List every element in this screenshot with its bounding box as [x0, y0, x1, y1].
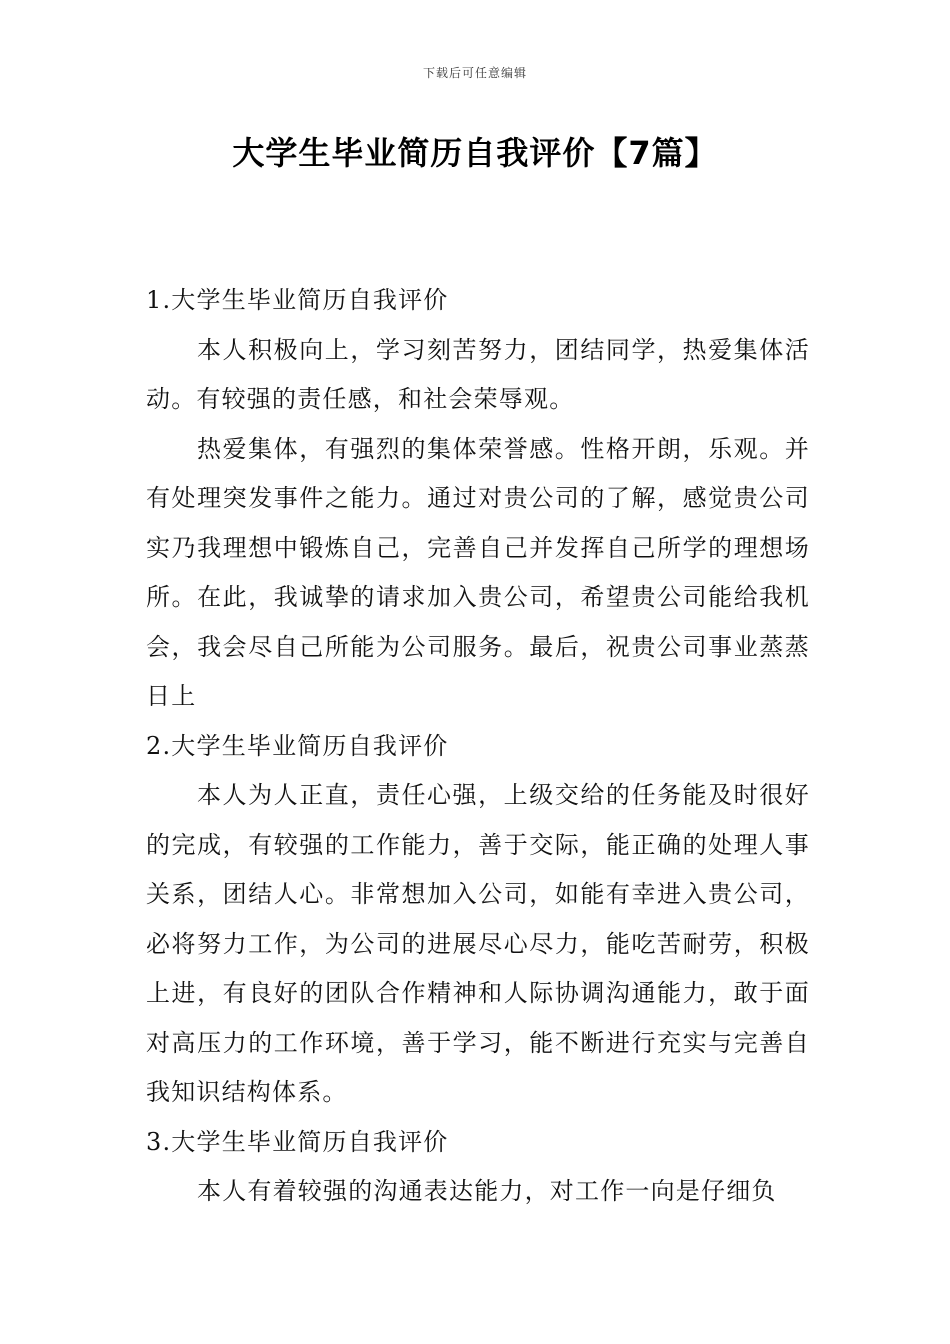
paragraph: 本人为人正直，责任心强，上级交给的任务能及时很好的完成，有较强的工作能力，善于交际，能正确的处理人事关系，团结人心。非常想加入公司，如能有幸进入贵公司，必将努力工作，为公司的进展尽心尽力，能吃苦耐劳，积极上进，有良好的团队合作精神和人际协调沟通能力，敢于面对高压力的工作环境，善于学习，能不断进行充实与完善自我知识结构体系。: [146, 781, 810, 1106]
paragraph: 本人有着较强的沟通表达能力，对工作一向是仔细负: [197, 1177, 777, 1205]
document-body: [146, 276, 810, 1217]
header-note: 下载后可任意编辑: [422, 66, 527, 80]
section-2: [146, 722, 810, 1118]
document-title: 大学生毕业简历自我评价【7篇】: [232, 134, 718, 172]
section-3: [146, 1118, 810, 1217]
section-heading: 2.大学生毕业简历自我评价: [146, 731, 449, 760]
section-heading: 1.大学生毕业简历自我评价: [146, 286, 449, 314]
paragraph: 热爱集体，有强烈的集体荣誉感。性格开朗，乐观。并有处理突发事件之能力。通过对贵公司的了解，感觉贵公司实乃我理想中锻炼自己，完善自己并发挥自己所学的理想场所。在此，我诚挚的请求加入贵公司，希望贵公司能给我机会，我会尽自己所能为公司服务。最后，祝贵公司事业蒸蒸日上: [146, 434, 810, 710]
section-heading: 3.大学生毕业简历自我评价: [146, 1127, 449, 1156]
paragraph: 本人积极向上，学习刻苦努力，团结同学，热爱集体活动。有较强的责任感，和社会荣辱观。: [146, 335, 810, 413]
section-1: [146, 276, 810, 722]
